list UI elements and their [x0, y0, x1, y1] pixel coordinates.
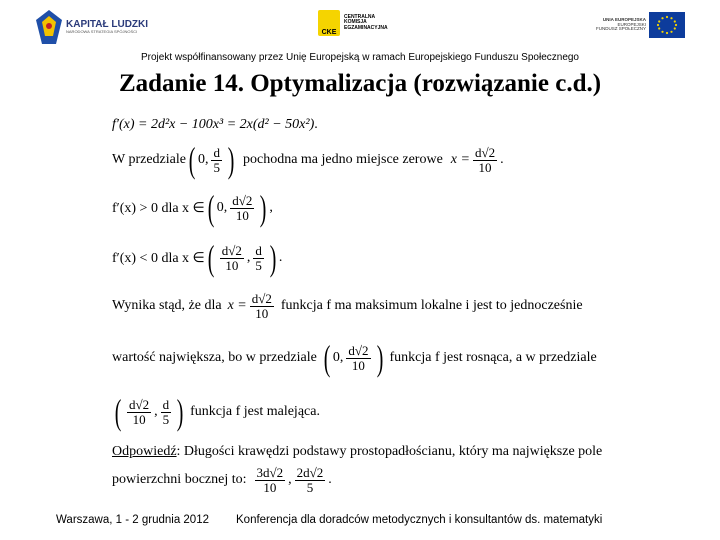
frac-num: d√2: [232, 192, 253, 208]
fraction-d-over-5: [211, 146, 222, 174]
cke-logo: [318, 10, 388, 36]
fraction-dsqrt2-over-10: [230, 194, 254, 222]
slide-title: Zadanie 14. Optymalizacja (rozwiązanie c.d.): [118, 70, 602, 97]
fraction-dsqrt2-over-10: [220, 244, 244, 272]
derivative-period: .: [314, 117, 318, 132]
frac-den: 5: [306, 479, 314, 495]
l4-period: .: [278, 250, 283, 265]
fraction-2dsqrt2-over-5: [295, 466, 326, 494]
logo-left-subtitle: NARODOWA STRATEGIA SPÓJNOŚCI: [66, 29, 138, 35]
open-paren: (: [114, 392, 122, 432]
l9-prefix: powierzchni bocznej to:: [112, 472, 247, 488]
frac-num: 3d√2: [256, 465, 284, 480]
derivative-positive-line: [112, 190, 273, 226]
fraction-dsqrt2-over-10: [127, 398, 151, 426]
close-paren: ): [227, 140, 235, 180]
fraction-d-over-5: [161, 398, 172, 426]
frac-num: d√2: [221, 242, 242, 258]
fraction-dsqrt2-over-10: [250, 292, 274, 320]
open-paren: (: [323, 338, 331, 378]
l6-prefix: wartość największa, bo w przedziale: [112, 350, 317, 365]
l5-prefix: Wynika stąd, że dla: [112, 298, 222, 314]
eu-line-3: FUNDUSZ SPOŁECZNY: [596, 26, 647, 32]
l7-comma: ,: [154, 404, 158, 419]
kapital-ludzki-emblem-icon: [36, 10, 62, 44]
close-paren: ): [269, 238, 277, 278]
frac-num: d: [162, 396, 170, 412]
answer-values-line: [112, 466, 332, 494]
l4-comma: ,: [246, 250, 251, 265]
l2-x-equals: x =: [450, 152, 470, 167]
l2-prefix: W przedziale: [112, 152, 186, 167]
close-paren: ): [376, 338, 383, 378]
frac-den: 10: [132, 411, 146, 427]
cke-badge-icon: [318, 10, 340, 36]
frac-den: 10: [351, 357, 365, 373]
l6-zero: 0,: [332, 350, 344, 365]
l5-post: funkcja f ma maksimum lokalne i jest to jednocześnie: [280, 298, 583, 314]
decreasing-interval-line: [112, 394, 320, 430]
open-paren: (: [207, 188, 215, 228]
fraction-3dsqrt2-over-10: [255, 466, 286, 494]
answer-label: Odpowiedź: [112, 444, 177, 459]
cke-line-2: KOMISJA: [344, 19, 367, 26]
footer-conference: Konferencja dla doradców metodycznych i konsultantów ds. matematyki: [236, 514, 603, 526]
derivative-formula: [112, 117, 318, 133]
l3-zero: 0,: [216, 200, 228, 215]
open-paren: (: [188, 140, 196, 180]
l6-post: funkcja f jest rosnąca, a w przedziale: [389, 350, 597, 365]
l2-zero: 0,: [197, 152, 209, 167]
fraction-dsqrt2-over-10: [346, 344, 370, 372]
frac-num: d√2: [129, 396, 150, 412]
answer-text: : Długości krawędzi podstawy prostopadłościanu, który ma największe pole: [176, 444, 603, 459]
eu-logo: [596, 12, 685, 38]
frac-num: d√2: [474, 144, 496, 160]
frac-den: 5: [255, 257, 262, 273]
frac-num: d: [255, 242, 262, 258]
frac-num: d√2: [348, 342, 369, 358]
l4-prefix: f′(x) < 0 dla x ∈: [112, 250, 205, 266]
l2-middle: pochodna ma jedno miejsce zerowe: [242, 152, 443, 167]
l9-period: .: [328, 472, 332, 488]
l2-period: .: [500, 152, 504, 167]
l3-comma: ,: [269, 200, 273, 215]
frac-den: 10: [263, 479, 277, 495]
cke-badge-text: CKE: [321, 29, 337, 36]
frac-den: 10: [235, 207, 249, 223]
eu-line-1: UNIA EUROPEJSKA: [602, 16, 647, 22]
open-paren: (: [207, 238, 215, 278]
close-paren: ): [260, 188, 267, 228]
frac-den: 10: [478, 159, 492, 175]
footer-date-location: Warszawa, 1 - 2 grudnia 2012: [56, 514, 209, 526]
project-cofinancing-line: Projekt współfinansowany przez Unię Europejską w ramach Europejskiego Funduszu Społecznego: [140, 52, 579, 63]
logo-left-title: KAPITAŁ LUDZKI: [66, 18, 149, 30]
l5-x-equals: x =: [227, 298, 247, 314]
eu-line-2: EUROPEJSKI: [617, 21, 647, 27]
frac-den: 5: [162, 411, 170, 427]
cke-line-3: EGZAMINACYJNA: [344, 24, 388, 31]
fraction-dsqrt2-over-10: [473, 146, 497, 174]
derivative-negative-line: [112, 240, 282, 276]
l9-comma: ,: [288, 472, 292, 488]
frac-num: 2d√2: [296, 465, 324, 480]
answer-line: [112, 444, 602, 460]
header-logos: [0, 8, 720, 48]
frac-den: 10: [255, 305, 269, 321]
l3-prefix: f′(x) > 0 dla x ∈: [112, 200, 205, 216]
maximum-conclusion-line: [112, 292, 583, 320]
zero-of-derivative-line: [112, 142, 504, 178]
increasing-interval-line: [112, 340, 597, 376]
close-paren: ): [176, 392, 184, 432]
eu-flag-icon: [649, 12, 685, 38]
frac-num: d√2: [251, 291, 272, 306]
frac-den: 5: [213, 159, 220, 175]
cke-line-1: CENTRALNA: [344, 14, 376, 21]
fraction-d-over-5: [253, 244, 264, 272]
l7-post: funkcja f jest malejąca.: [190, 404, 320, 419]
kapital-ludzki-logo: [36, 10, 148, 44]
derivative-expression: f′(x) = 2d²x − 100x³ = 2x(d² − 50x²): [112, 117, 315, 132]
frac-num: d: [213, 144, 220, 160]
frac-den: 10: [225, 257, 239, 273]
